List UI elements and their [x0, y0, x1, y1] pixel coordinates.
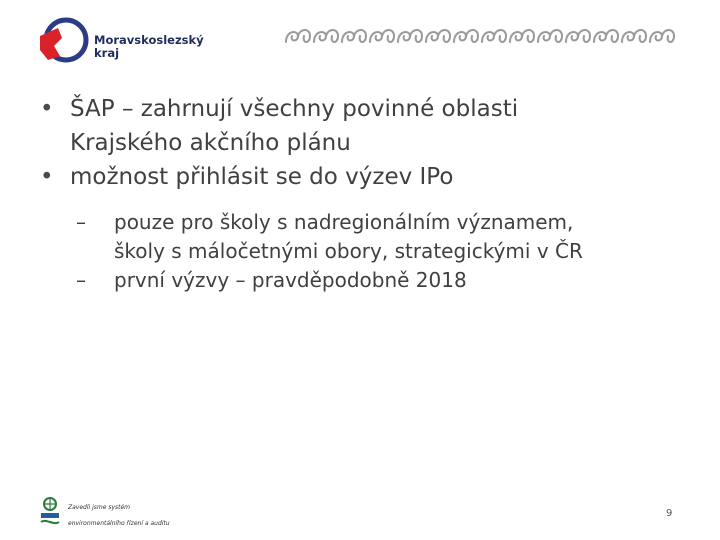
bullet-line: možnost přihlásit se do výzev IPo [70, 164, 454, 190]
slide-body [36, 92, 696, 295]
sub-item [36, 208, 696, 266]
sub-item [36, 266, 696, 295]
page-number: 9 [666, 508, 673, 519]
region-logo-text [94, 34, 204, 60]
emas-logo-icon [38, 496, 62, 526]
region-logo-mark-icon [38, 16, 90, 68]
footer-text [68, 500, 170, 532]
bullet-dot-icon: • [40, 96, 54, 122]
footer-text-line2: environmentálního řízení a auditu [68, 520, 170, 527]
region-logo [38, 16, 208, 68]
wave-ornament-icon [282, 22, 694, 50]
logo-text-line2: kraj [94, 46, 120, 60]
bullet-dot-icon: • [40, 164, 54, 190]
bullet-item [36, 160, 696, 194]
bullet-item [36, 92, 696, 160]
bullet-line: ŠAP – zahrnují všechny povinné oblasti [70, 96, 519, 122]
footer-text-line1: Zavedli jsme systém [68, 504, 131, 511]
sub-item-line: první výzvy – pravděpodobně 2018 [114, 268, 467, 292]
dash-icon: – [76, 210, 86, 234]
bullet-line: Krajského akčního plánu [70, 130, 351, 156]
sub-item-line: školy s máločetnými obory, strategickými v ČR [114, 239, 583, 263]
sub-item-line: pouze pro školy s nadregionálním významem, [114, 210, 574, 234]
dash-icon: – [76, 268, 86, 292]
logo-text-line1: Moravskoslezský [94, 33, 204, 47]
